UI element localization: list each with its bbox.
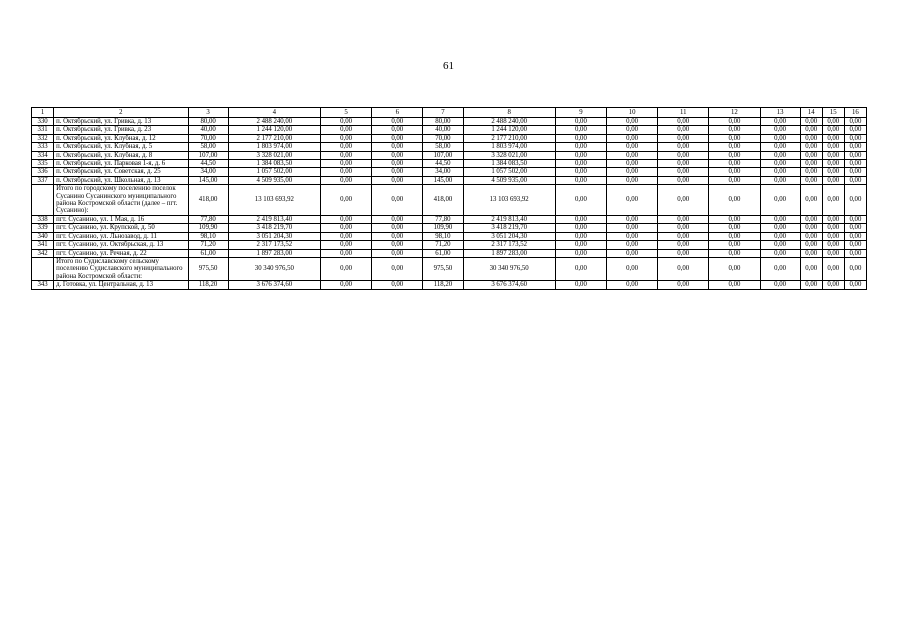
value-cell: 0,00	[844, 126, 866, 134]
value-cell: 145,00	[423, 176, 463, 184]
value-cell: 0,00	[760, 143, 800, 151]
value-cell: 0,00	[844, 257, 866, 280]
column-number-header: 3	[188, 108, 228, 118]
value-cell: 1 803 974,00	[228, 143, 320, 151]
value-cell: 2 317 173,52	[228, 241, 320, 249]
value-cell: 0,00	[658, 232, 709, 240]
column-number-header: 10	[607, 108, 658, 118]
value-cell: 1 244 120,00	[228, 126, 320, 134]
address-cell: п. Октябрьский, ул. Гривка, д. 23	[54, 126, 188, 134]
value-cell: 0,00	[555, 232, 606, 240]
address-cell: пгт. Сусанино, ул. Крупской, д. 50	[54, 224, 188, 232]
value-cell: 4 509 935,00	[463, 176, 555, 184]
value-cell: 118,20	[188, 281, 228, 289]
row-number-cell: 330	[32, 118, 54, 126]
value-cell: 0,00	[760, 176, 800, 184]
address-cell: Итого по Судиславскому сельскому поселению Судиславского муниципального района Костромской области:	[54, 257, 188, 280]
value-cell: 0,00	[844, 143, 866, 151]
value-cell: 0,00	[658, 176, 709, 184]
value-cell: 107,00	[188, 151, 228, 159]
value-cell: 0,00	[607, 281, 658, 289]
value-cell: 0,00	[321, 126, 372, 134]
value-cell: 0,00	[709, 224, 760, 232]
value-cell: 1 384 083,50	[228, 160, 320, 168]
table-row	[32, 118, 867, 126]
value-cell: 70,00	[423, 134, 463, 142]
value-cell: 0,00	[555, 151, 606, 159]
value-cell: 0,00	[844, 241, 866, 249]
value-cell: 1 057 502,00	[463, 168, 555, 176]
value-cell: 0,00	[800, 160, 822, 168]
value-cell: 0,00	[658, 151, 709, 159]
value-cell: 0,00	[709, 168, 760, 176]
value-cell: 0,00	[658, 249, 709, 257]
value-cell: 0,00	[658, 134, 709, 142]
value-cell: 0,00	[844, 215, 866, 223]
value-cell: 0,00	[822, 151, 844, 159]
value-cell: 0,00	[760, 281, 800, 289]
column-number-header: 14	[800, 108, 822, 118]
value-cell: 0,00	[822, 168, 844, 176]
subtotal-row	[32, 185, 867, 216]
value-cell: 0,00	[844, 151, 866, 159]
value-cell: 975,50	[188, 257, 228, 280]
value-cell: 0,00	[844, 176, 866, 184]
value-cell: 0,00	[658, 143, 709, 151]
value-cell: 0,00	[760, 241, 800, 249]
value-cell: 0,00	[658, 118, 709, 126]
value-cell: 0,00	[800, 118, 822, 126]
row-number-cell: 341	[32, 241, 54, 249]
value-cell: 0,00	[372, 224, 423, 232]
row-number-cell: 339	[32, 224, 54, 232]
value-cell: 0,00	[800, 257, 822, 280]
value-cell: 0,00	[709, 176, 760, 184]
value-cell: 0,00	[555, 241, 606, 249]
value-cell: 0,00	[844, 232, 866, 240]
address-cell: пгт. Сусанино, ул. 1 Мая, д. 16	[54, 215, 188, 223]
row-number-cell: 335	[32, 160, 54, 168]
value-cell: 30 340 976,50	[463, 257, 555, 280]
value-cell: 44,50	[188, 160, 228, 168]
value-cell: 0,00	[607, 241, 658, 249]
column-number-header: 11	[658, 108, 709, 118]
value-cell: 0,00	[800, 176, 822, 184]
value-cell: 0,00	[709, 134, 760, 142]
value-cell: 71,20	[188, 241, 228, 249]
value-cell: 0,00	[844, 185, 866, 216]
row-number-cell	[32, 257, 54, 280]
value-cell: 0,00	[321, 224, 372, 232]
value-cell: 0,00	[658, 160, 709, 168]
value-cell: 0,00	[372, 281, 423, 289]
value-cell: 61,00	[188, 249, 228, 257]
value-cell: 0,00	[321, 241, 372, 249]
value-cell: 0,00	[555, 215, 606, 223]
value-cell: 0,00	[607, 168, 658, 176]
value-cell: 0,00	[709, 241, 760, 249]
value-cell: 1 057 502,00	[228, 168, 320, 176]
value-cell: 0,00	[372, 185, 423, 216]
value-cell: 0,00	[822, 118, 844, 126]
value-cell: 3 418 219,70	[463, 224, 555, 232]
value-cell: 0,00	[800, 143, 822, 151]
value-cell: 975,50	[423, 257, 463, 280]
value-cell: 2 317 173,52	[463, 241, 555, 249]
value-cell: 0,00	[844, 249, 866, 257]
value-cell: 0,00	[709, 281, 760, 289]
column-number-header: 6	[372, 108, 423, 118]
value-cell: 0,00	[709, 126, 760, 134]
value-cell: 0,00	[760, 185, 800, 216]
row-number-cell: 336	[32, 168, 54, 176]
address-cell: пгт. Сусанино, ул. Речная, д. 22	[54, 249, 188, 257]
value-cell: 2 419 813,40	[228, 215, 320, 223]
value-cell: 1 897 283,00	[228, 249, 320, 257]
table-row	[32, 160, 867, 168]
value-cell: 0,00	[372, 249, 423, 257]
value-cell: 0,00	[372, 134, 423, 142]
row-number-cell: 333	[32, 143, 54, 151]
value-cell: 0,00	[607, 143, 658, 151]
table-row	[32, 126, 867, 134]
address-cell: Итого по городскому поселению поселок Сусанино Сусанинского муниципального района Костромской области (далее – пгт. Сусанино):	[54, 185, 188, 216]
value-cell: 0,00	[760, 118, 800, 126]
column-number-header: 1	[32, 108, 54, 118]
value-cell: 71,20	[423, 241, 463, 249]
value-cell: 0,00	[800, 134, 822, 142]
value-cell: 0,00	[555, 249, 606, 257]
column-number-header: 4	[228, 108, 320, 118]
value-cell: 0,00	[555, 185, 606, 216]
value-cell: 0,00	[321, 185, 372, 216]
value-cell: 0,00	[709, 143, 760, 151]
value-cell: 0,00	[555, 118, 606, 126]
table-row	[32, 168, 867, 176]
value-cell: 1 384 083,50	[463, 160, 555, 168]
value-cell: 0,00	[321, 160, 372, 168]
value-cell: 3 051 204,30	[228, 232, 320, 240]
value-cell: 0,00	[607, 249, 658, 257]
table-row	[32, 134, 867, 142]
column-number-header: 2	[54, 108, 188, 118]
value-cell: 0,00	[760, 126, 800, 134]
value-cell: 0,00	[800, 215, 822, 223]
table-row	[32, 232, 867, 240]
value-cell: 13 103 693,92	[228, 185, 320, 216]
row-number-cell: 343	[32, 281, 54, 289]
address-cell: п. Октябрьский, ул. Советская, д. 25	[54, 168, 188, 176]
value-cell: 0,00	[607, 118, 658, 126]
value-cell: 0,00	[372, 168, 423, 176]
row-number-cell: 338	[32, 215, 54, 223]
table-row	[32, 281, 867, 289]
value-cell: 0,00	[555, 176, 606, 184]
value-cell: 30 340 976,50	[228, 257, 320, 280]
column-number-header: 12	[709, 108, 760, 118]
value-cell: 0,00	[321, 281, 372, 289]
value-cell: 77,80	[423, 215, 463, 223]
value-cell: 0,00	[321, 176, 372, 184]
value-cell: 0,00	[760, 160, 800, 168]
value-cell: 0,00	[800, 185, 822, 216]
value-cell: 0,00	[555, 134, 606, 142]
column-number-header: 15	[822, 108, 844, 118]
value-cell: 0,00	[760, 168, 800, 176]
value-cell: 0,00	[321, 257, 372, 280]
value-cell: 0,00	[822, 176, 844, 184]
value-cell: 0,00	[555, 143, 606, 151]
value-cell: 0,00	[822, 249, 844, 257]
address-cell: пгт. Сусанино, ул. Льнозавод, д. 11	[54, 232, 188, 240]
value-cell: 34,00	[423, 168, 463, 176]
value-cell: 0,00	[321, 118, 372, 126]
value-cell: 0,00	[800, 232, 822, 240]
value-cell: 0,00	[822, 232, 844, 240]
value-cell: 1 244 120,00	[463, 126, 555, 134]
value-cell: 0,00	[800, 126, 822, 134]
value-cell: 0,00	[555, 224, 606, 232]
value-cell: 0,00	[607, 215, 658, 223]
value-cell: 0,00	[372, 257, 423, 280]
value-cell: 107,00	[423, 151, 463, 159]
value-cell: 58,00	[423, 143, 463, 151]
value-cell: 0,00	[709, 249, 760, 257]
value-cell: 0,00	[372, 215, 423, 223]
value-cell: 58,00	[188, 143, 228, 151]
value-cell: 0,00	[760, 257, 800, 280]
value-cell: 0,00	[607, 151, 658, 159]
value-cell: 0,00	[658, 126, 709, 134]
value-cell: 0,00	[372, 151, 423, 159]
value-cell: 0,00	[321, 215, 372, 223]
value-cell: 0,00	[844, 168, 866, 176]
address-cell: д. Готовка, ул. Центральная, д. 13	[54, 281, 188, 289]
value-cell: 0,00	[607, 185, 658, 216]
value-cell: 0,00	[321, 134, 372, 142]
value-cell: 0,00	[800, 151, 822, 159]
value-cell: 0,00	[658, 241, 709, 249]
value-cell: 0,00	[658, 257, 709, 280]
value-cell: 3 676 374,60	[228, 281, 320, 289]
value-cell: 0,00	[822, 241, 844, 249]
value-cell: 4 509 935,00	[228, 176, 320, 184]
value-cell: 3 676 374,60	[463, 281, 555, 289]
row-number-cell: 331	[32, 126, 54, 134]
value-cell: 0,00	[658, 185, 709, 216]
row-number-cell: 337	[32, 176, 54, 184]
value-cell: 0,00	[844, 160, 866, 168]
value-cell: 2 419 813,40	[463, 215, 555, 223]
value-cell: 2 488 240,00	[463, 118, 555, 126]
value-cell: 109,90	[188, 224, 228, 232]
value-cell: 40,00	[188, 126, 228, 134]
value-cell: 44,50	[423, 160, 463, 168]
value-cell: 0,00	[607, 176, 658, 184]
value-cell: 0,00	[709, 151, 760, 159]
row-number-cell: 334	[32, 151, 54, 159]
table-row	[32, 241, 867, 249]
value-cell: 109,90	[423, 224, 463, 232]
value-cell: 0,00	[822, 281, 844, 289]
value-cell: 418,00	[423, 185, 463, 216]
value-cell: 0,00	[709, 185, 760, 216]
value-cell: 80,00	[188, 118, 228, 126]
value-cell: 0,00	[822, 160, 844, 168]
value-cell: 1 897 283,00	[463, 249, 555, 257]
value-cell: 3 328 021,00	[463, 151, 555, 159]
value-cell: 0,00	[372, 176, 423, 184]
value-cell: 0,00	[709, 257, 760, 280]
value-cell: 13 103 693,92	[463, 185, 555, 216]
value-cell: 0,00	[555, 281, 606, 289]
address-cell: п. Октябрьский, ул. Школьная, д. 13	[54, 176, 188, 184]
value-cell: 0,00	[800, 241, 822, 249]
value-cell: 0,00	[800, 224, 822, 232]
value-cell: 0,00	[822, 143, 844, 151]
row-number-cell	[32, 185, 54, 216]
value-cell: 77,80	[188, 215, 228, 223]
row-number-cell: 342	[32, 249, 54, 257]
value-cell: 0,00	[372, 118, 423, 126]
table-row	[32, 215, 867, 223]
value-cell: 0,00	[800, 168, 822, 176]
table-header-row	[32, 108, 867, 118]
value-cell: 0,00	[709, 215, 760, 223]
value-cell: 0,00	[555, 168, 606, 176]
address-cell: п. Октябрьский, ул. Парковая 1-я, д. 6	[54, 160, 188, 168]
value-cell: 3 051 204,30	[463, 232, 555, 240]
table-row	[32, 151, 867, 159]
value-cell: 0,00	[321, 249, 372, 257]
value-cell: 0,00	[760, 249, 800, 257]
value-cell: 0,00	[607, 134, 658, 142]
registry-table	[31, 107, 867, 290]
value-cell: 0,00	[321, 151, 372, 159]
value-cell: 0,00	[822, 134, 844, 142]
value-cell: 0,00	[321, 232, 372, 240]
address-cell: п. Октябрьский, ул. Клубная, д. 8	[54, 151, 188, 159]
value-cell: 0,00	[844, 118, 866, 126]
subtotal-row	[32, 257, 867, 280]
value-cell: 0,00	[372, 126, 423, 134]
value-cell: 0,00	[800, 249, 822, 257]
value-cell: 0,00	[844, 134, 866, 142]
value-cell: 0,00	[607, 257, 658, 280]
column-number-header: 16	[844, 108, 866, 118]
value-cell: 0,00	[555, 126, 606, 134]
value-cell: 0,00	[709, 118, 760, 126]
value-cell: 0,00	[822, 215, 844, 223]
row-number-cell: 340	[32, 232, 54, 240]
value-cell: 0,00	[555, 160, 606, 168]
value-cell: 70,00	[188, 134, 228, 142]
value-cell: 0,00	[658, 215, 709, 223]
value-cell: 0,00	[607, 160, 658, 168]
value-cell: 0,00	[372, 143, 423, 151]
value-cell: 80,00	[423, 118, 463, 126]
value-cell: 2 177 210,00	[463, 134, 555, 142]
value-cell: 0,00	[709, 232, 760, 240]
table-row	[32, 249, 867, 257]
value-cell: 0,00	[822, 126, 844, 134]
value-cell: 98,10	[188, 232, 228, 240]
value-cell: 2 177 210,00	[228, 134, 320, 142]
value-cell: 0,00	[372, 232, 423, 240]
value-cell: 0,00	[321, 143, 372, 151]
value-cell: 0,00	[607, 232, 658, 240]
value-cell: 0,00	[800, 281, 822, 289]
value-cell: 0,00	[822, 185, 844, 216]
value-cell: 0,00	[760, 151, 800, 159]
column-number-header: 7	[423, 108, 463, 118]
value-cell: 0,00	[607, 224, 658, 232]
value-cell: 0,00	[760, 215, 800, 223]
value-cell: 40,00	[423, 126, 463, 134]
value-cell: 61,00	[423, 249, 463, 257]
table-row	[32, 176, 867, 184]
value-cell: 0,00	[321, 168, 372, 176]
address-cell: пгт. Сусанино, ул. Октябрьская, д. 13	[54, 241, 188, 249]
column-number-header: 9	[555, 108, 606, 118]
value-cell: 118,20	[423, 281, 463, 289]
value-cell: 418,00	[188, 185, 228, 216]
value-cell: 0,00	[822, 224, 844, 232]
value-cell: 1 803 974,00	[463, 143, 555, 151]
value-cell: 0,00	[658, 224, 709, 232]
value-cell: 0,00	[607, 126, 658, 134]
value-cell: 0,00	[555, 257, 606, 280]
value-cell: 3 418 219,70	[228, 224, 320, 232]
value-cell: 0,00	[372, 160, 423, 168]
column-number-header: 13	[760, 108, 800, 118]
table-row	[32, 143, 867, 151]
column-number-header: 5	[321, 108, 372, 118]
value-cell: 0,00	[709, 160, 760, 168]
value-cell: 98,10	[423, 232, 463, 240]
value-cell: 0,00	[760, 232, 800, 240]
column-number-header: 8	[463, 108, 555, 118]
page-number: 61	[443, 60, 454, 72]
value-cell: 0,00	[658, 281, 709, 289]
table-row	[32, 224, 867, 232]
value-cell: 0,00	[760, 224, 800, 232]
address-cell: п. Октябрьский, ул. Клубная, д. 12	[54, 134, 188, 142]
value-cell: 0,00	[844, 224, 866, 232]
value-cell: 0,00	[822, 257, 844, 280]
value-cell: 34,00	[188, 168, 228, 176]
value-cell: 0,00	[844, 281, 866, 289]
value-cell: 0,00	[372, 241, 423, 249]
value-cell: 145,00	[188, 176, 228, 184]
value-cell: 0,00	[658, 168, 709, 176]
value-cell: 3 328 021,00	[228, 151, 320, 159]
row-number-cell: 332	[32, 134, 54, 142]
value-cell: 0,00	[760, 134, 800, 142]
address-cell: п. Октябрьский, ул. Клубная, д. 5	[54, 143, 188, 151]
address-cell: п. Октябрьский, ул. Гривка, д. 13	[54, 118, 188, 126]
value-cell: 2 488 240,00	[228, 118, 320, 126]
